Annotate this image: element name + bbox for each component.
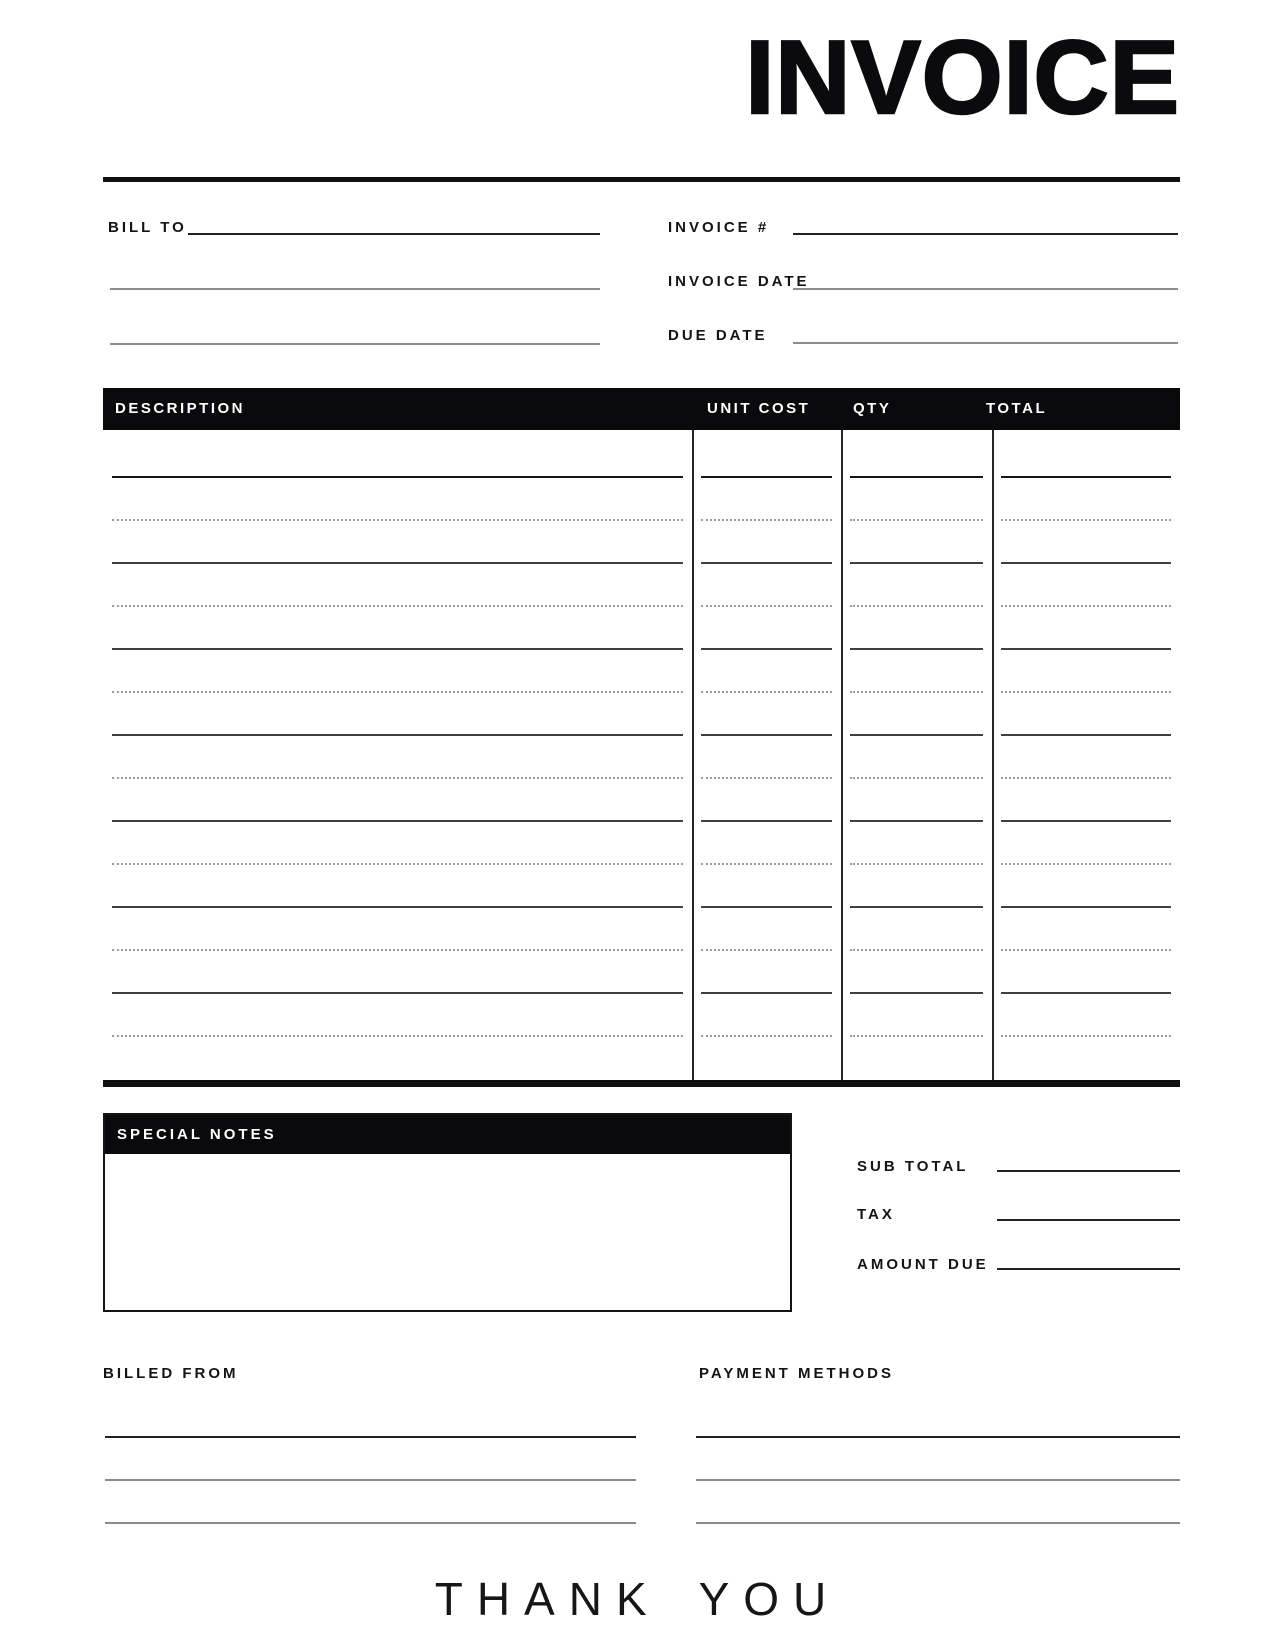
item-cell-description: [103, 736, 692, 779]
column-divider-2: [841, 430, 843, 1080]
column-divider-1: [692, 430, 694, 1080]
item-row-10: [103, 822, 1180, 865]
item-cell-total: [992, 650, 1180, 693]
item-cell-unit-cost: [692, 693, 841, 736]
item-cell-unit-cost: [692, 430, 841, 478]
item-cell-total: [992, 607, 1180, 650]
item-cell-total: [992, 478, 1180, 521]
item-row-14: [103, 994, 1180, 1037]
item-cell-description: [103, 650, 692, 693]
item-cell-description: [103, 564, 692, 607]
item-cell-total: [992, 865, 1180, 908]
item-row-11: [103, 865, 1180, 908]
item-cell-description: [103, 607, 692, 650]
item-cell-total: [992, 521, 1180, 564]
item-row-3: [103, 521, 1180, 564]
item-cell-qty: [841, 521, 992, 564]
item-cell-unit-cost: [692, 736, 841, 779]
item-row-13: [103, 951, 1180, 994]
item-cell-unit-cost: [692, 607, 841, 650]
item-cell-qty: [841, 865, 992, 908]
item-cell-qty: [841, 564, 992, 607]
item-cell-qty: [841, 736, 992, 779]
item-cell-total: [992, 951, 1180, 994]
sub-total-line: [997, 1170, 1180, 1172]
payment-methods-line-1: [696, 1436, 1180, 1438]
due-date-line: [793, 342, 1178, 344]
special-notes-label: SPECIAL NOTES: [105, 1115, 790, 1154]
item-row-1: [103, 430, 1180, 478]
item-cell-description: [103, 908, 692, 951]
item-cell-description: [103, 822, 692, 865]
column-header-unit-cost: UNIT COST: [707, 400, 811, 417]
billed-from-line-1: [105, 1436, 636, 1438]
item-cell-description: [103, 951, 692, 994]
item-cell-unit-cost: [692, 564, 841, 607]
item-cell-unit-cost: [692, 650, 841, 693]
item-row-2: [103, 478, 1180, 521]
item-cell-total: [992, 693, 1180, 736]
item-cell-qty: [841, 607, 992, 650]
items-table-header: [103, 388, 1180, 430]
billed-from-line-3: [105, 1522, 636, 1524]
tax-line: [997, 1219, 1180, 1221]
items-table-body: [103, 430, 1180, 1087]
item-cell-qty: [841, 951, 992, 994]
thank-you-text: THANK YOU: [434, 1573, 841, 1625]
item-cell-total: [992, 564, 1180, 607]
column-header-total: TOTAL: [986, 400, 1048, 417]
column-header-description: DESCRIPTION: [115, 400, 246, 417]
bill-to-line-3: [110, 343, 600, 345]
item-cell-qty: [841, 650, 992, 693]
bill-to-label: BILL TO: [108, 219, 187, 236]
item-cell-total: [992, 430, 1180, 478]
item-cell-qty: [841, 478, 992, 521]
bill-to-line-2: [110, 288, 600, 290]
item-cell-qty: [841, 908, 992, 951]
item-row-12: [103, 908, 1180, 951]
header-divider: [103, 177, 1180, 182]
item-cell-total: [992, 994, 1180, 1037]
item-cell-qty: [841, 822, 992, 865]
due-date-label: DUE DATE: [668, 327, 768, 344]
item-cell-unit-cost: [692, 779, 841, 822]
sub-total-label: SUB TOTAL: [857, 1158, 969, 1175]
invoice-number-line: [793, 233, 1178, 235]
billed-from-line-2: [105, 1479, 636, 1481]
billed-from-label: BILLED FROM: [103, 1365, 239, 1382]
invoice-date-line: [793, 288, 1178, 290]
item-cell-unit-cost: [692, 994, 841, 1037]
item-cell-unit-cost: [692, 951, 841, 994]
item-row-6: [103, 650, 1180, 693]
page-title: INVOICE: [745, 20, 1180, 136]
item-cell-total: [992, 736, 1180, 779]
item-cell-description: [103, 865, 692, 908]
item-cell-description: [103, 693, 692, 736]
item-cell-qty: [841, 994, 992, 1037]
item-cell-qty: [841, 430, 992, 478]
invoice-date-label: INVOICE DATE: [668, 273, 810, 290]
payment-methods-line-3: [696, 1522, 1180, 1524]
item-row-9: [103, 779, 1180, 822]
item-cell-total: [992, 822, 1180, 865]
item-cell-unit-cost: [692, 478, 841, 521]
item-cell-description: [103, 994, 692, 1037]
item-cell-description: [103, 478, 692, 521]
item-cell-unit-cost: [692, 822, 841, 865]
bill-to-line-1: [188, 233, 600, 235]
item-row-5: [103, 607, 1180, 650]
invoice-number-label: INVOICE #: [668, 219, 770, 236]
item-cell-qty: [841, 779, 992, 822]
item-cell-unit-cost: [692, 865, 841, 908]
item-cell-total: [992, 779, 1180, 822]
item-cell-qty: [841, 693, 992, 736]
column-header-qty: QTY: [853, 400, 892, 417]
amount-due-line: [997, 1268, 1180, 1270]
item-cell-description: [103, 430, 692, 478]
tax-label: TAX: [857, 1206, 895, 1223]
special-notes-box: [103, 1113, 792, 1312]
item-cell-unit-cost: [692, 908, 841, 951]
payment-methods-label: PAYMENT METHODS: [699, 1365, 895, 1382]
item-cell-description: [103, 521, 692, 564]
column-divider-3: [992, 430, 994, 1080]
payment-methods-line-2: [696, 1479, 1180, 1481]
item-cell-total: [992, 908, 1180, 951]
amount-due-label: AMOUNT DUE: [857, 1256, 989, 1273]
item-row-4: [103, 564, 1180, 607]
item-cell-unit-cost: [692, 521, 841, 564]
item-cell-description: [103, 779, 692, 822]
special-notes-area: [105, 1154, 790, 1170]
item-row-7: [103, 693, 1180, 736]
item-row-8: [103, 736, 1180, 779]
